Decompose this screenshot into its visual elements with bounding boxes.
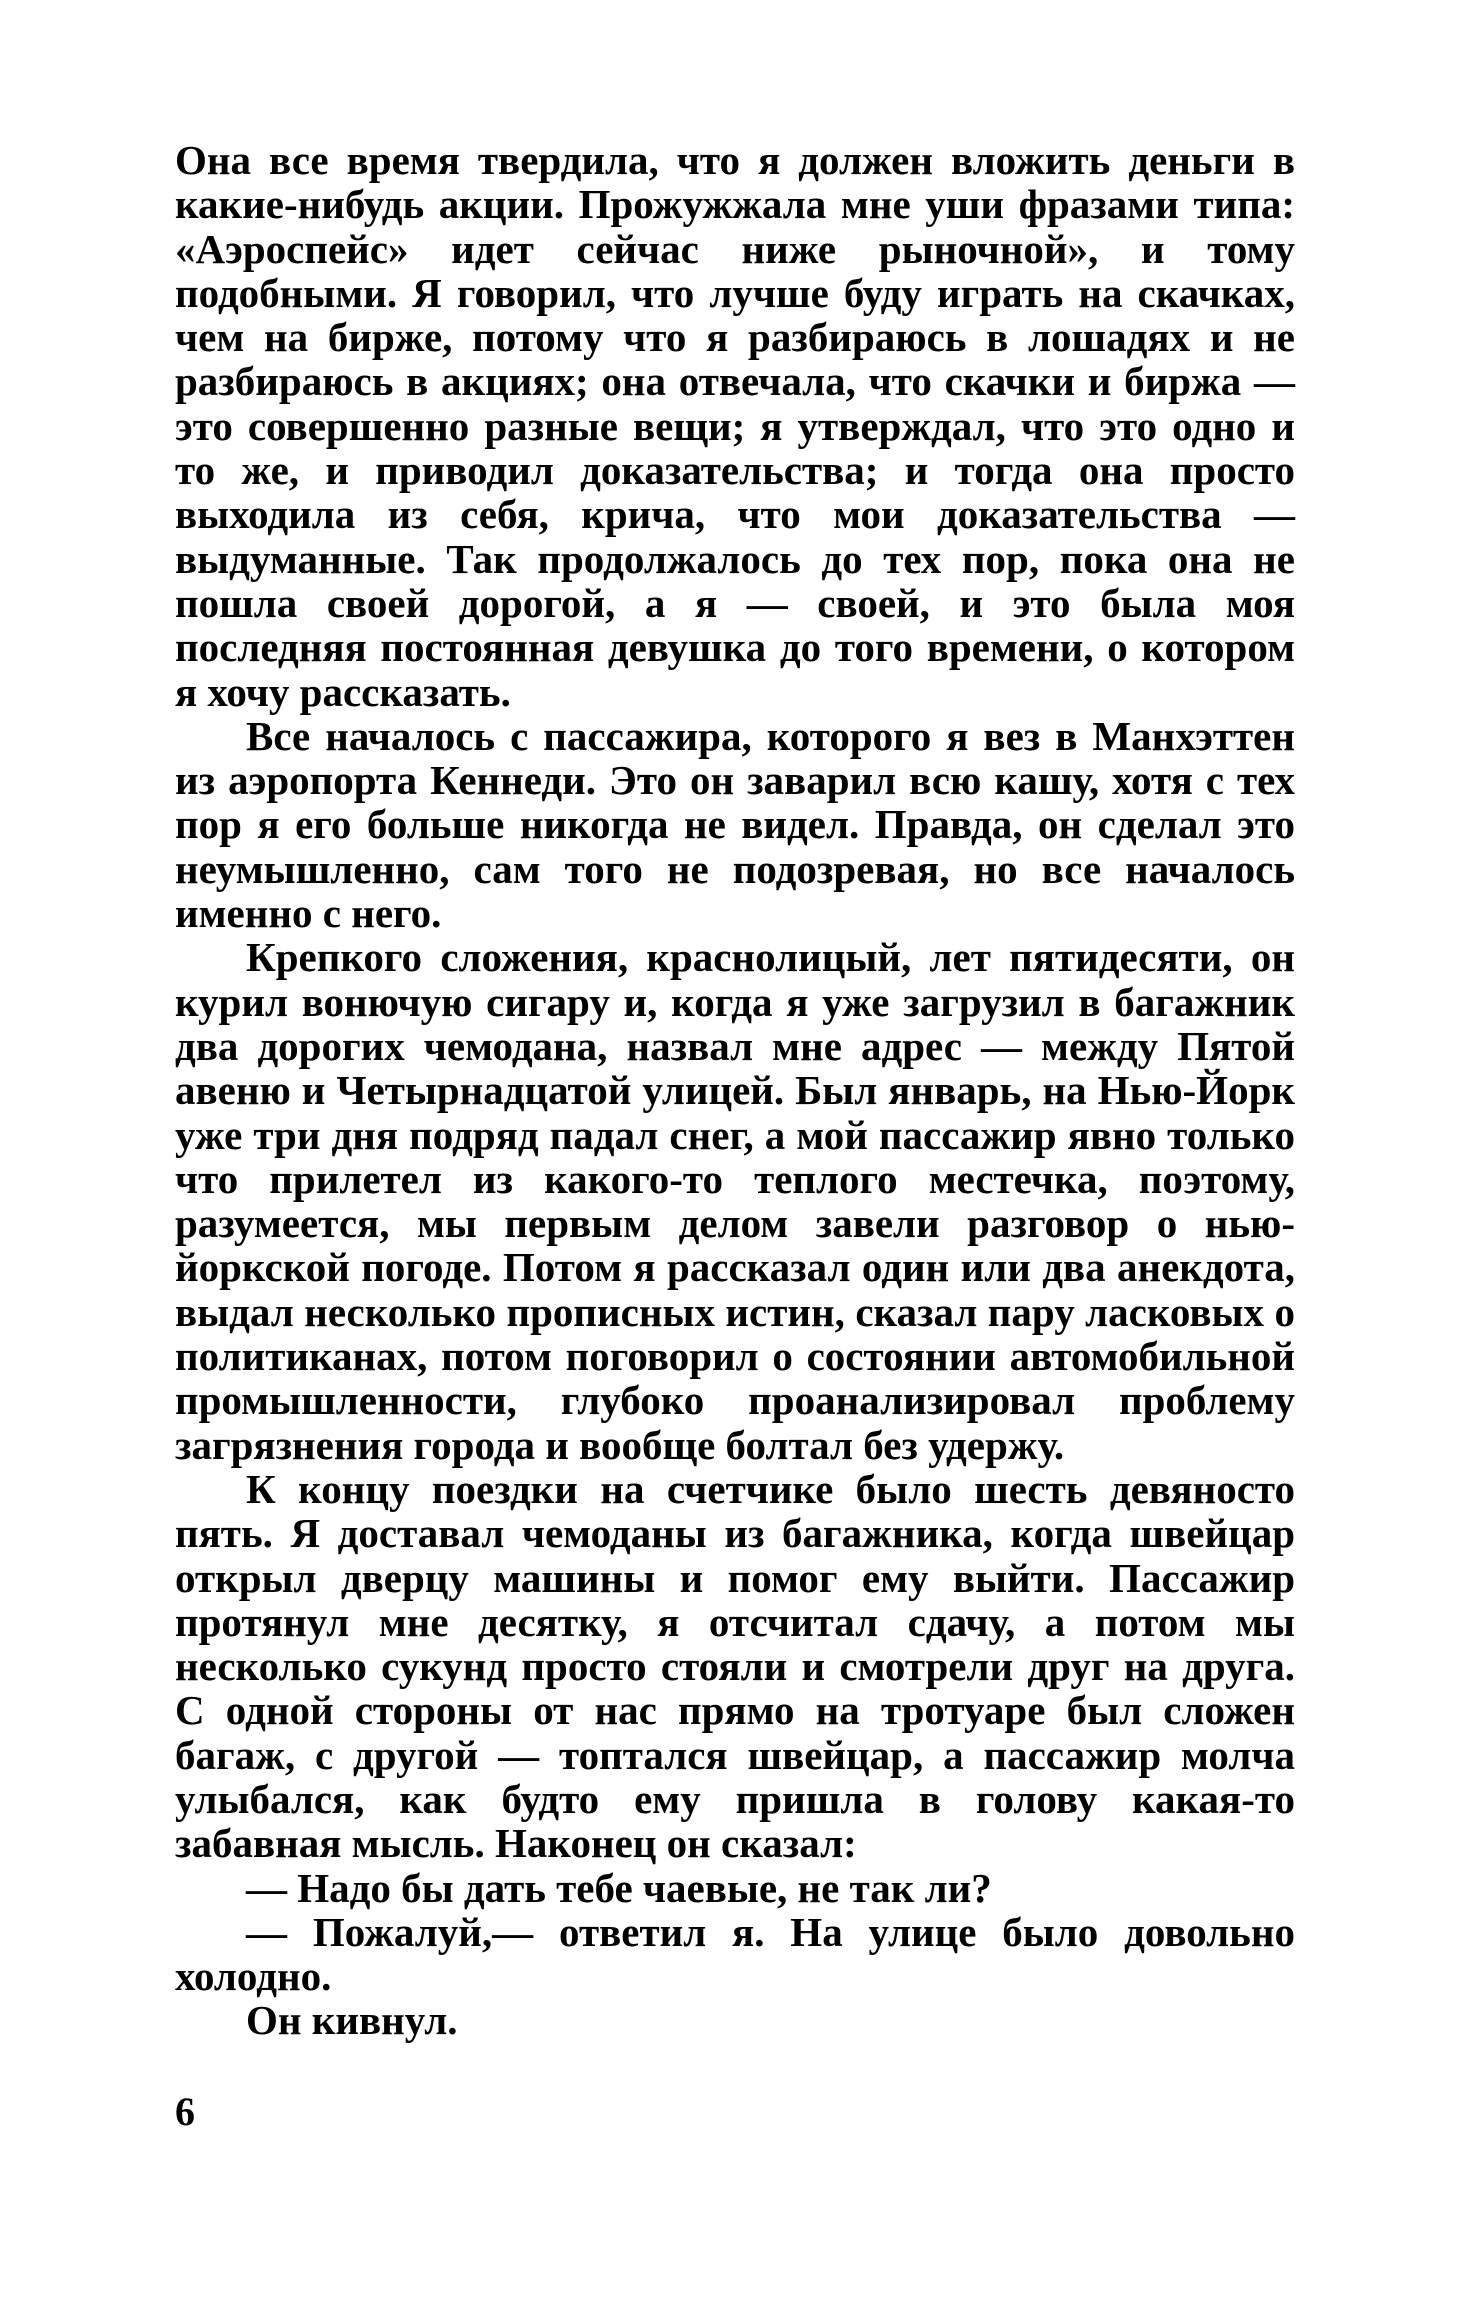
paragraph-3: Крепкого сложения, краснолицый, лет пятидесяти, он курил вонючую сигару и, когда я уже загрузил в багажник два дорогих чемодана, назвал мне адрес — между Пятой авеню и Четырнадцатой улицей. Был январь, на Нью-Йорк уже три дня подряд падал снег, а мой пассажир явно только что прилетел из какого-то теплого местечка, поэтому, разумеется, мы первым делом завели разговор о нью-йоркской погоде. Потом я рассказал один или два анекдота, выдал несколько прописных истин, сказал пару ласковых о политиканах, потом поговорил о состоянии автомобильной промышленности, глубоко проанализировал проблему загрязнения города и вообще болтал без удержу. xyxy=(175,934,1295,1468)
paragraph-4: К концу поездки на счетчике было шесть девяносто пять. Я доставал чемоданы из багажника, когда швейцар открыл дверцу машины и помог ему выйти. Пассажир протянул мне десятку, я отсчитал сдачу, а потом мы несколько сукунд просто стояли и смотрели друг на друга. С одной стороны от нас прямо на тротуаре был сложен багаж, с другой — топтался швейцар, а пассажир молча улыбался, как будто ему пришла в голову какая-то забавная мысль. Наконец он сказал: xyxy=(175,1465,1295,1867)
paragraph-2: Все началось с пассажира, которого я вез в Манхэттен из аэропорта Кеннеди. Это он заварил всю кашу, хотя с тех пор я его больше никогда не видел. Правда, он сделал это неумышленно, сам того не подозревая, но все началось именно с него. xyxy=(175,712,1295,937)
dialog-line-2: — Пожалуй,— ответил я. На улице было довольно холодно. xyxy=(175,1908,1295,2000)
paragraph-final: Он кивнул. xyxy=(246,1997,458,2044)
paragraph-1: Она все время твердила, что я должен вложить деньги в какие-нибудь акции. Прожужжала мне уши фразами типа: «Аэроспейс» идет сейчас ниже рыночной», и тому подобными. Я говорил, что лучше буду играть на скачках, чем на бирже, потому что я разбираюсь в лошадях и не разбираюсь в акциях; она отвечала, что скачки и биржа — это совершенно разные вещи; я утверждал, что это одно и то же, и приводил доказательства; и тогда она просто выходила из себя, крича, что мои доказательства — выдуманные. Так продолжалось до тех пор, пока она не пошла своей дорогой, а я — своей, и это была моя последняя постоянная девушка до того времени, о котором я хочу рассказать. xyxy=(175,137,1295,715)
dialog-line-1: — Надо бы дать тебе чаевые, не так ли? xyxy=(246,1864,992,1911)
page-number: 6 xyxy=(175,2089,195,2134)
page-body xyxy=(175,138,1295,2043)
